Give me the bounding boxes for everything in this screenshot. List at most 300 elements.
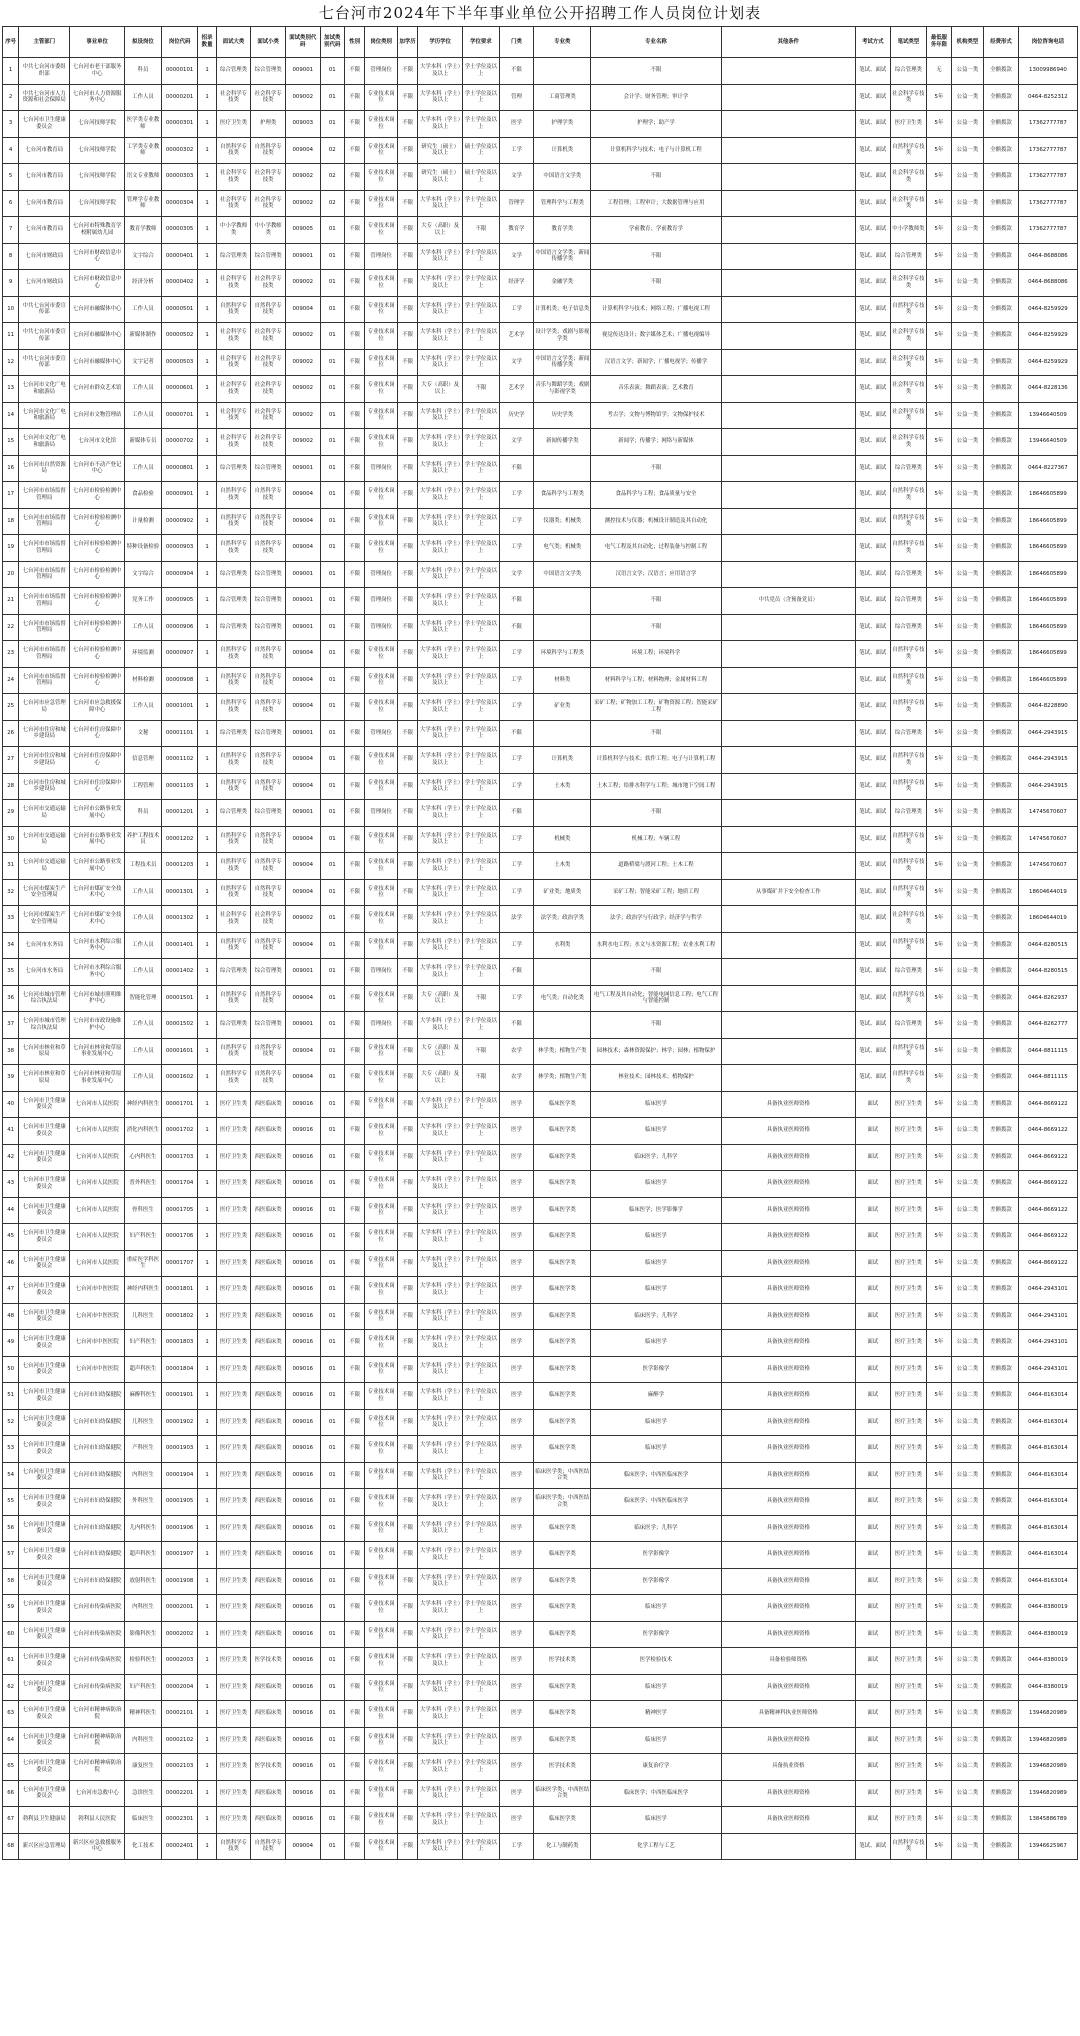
table-cell: 七台河市融媒体中心 [70, 296, 125, 323]
table-cell: 社会科学专技类 [890, 270, 927, 297]
table-cell: 28 [3, 773, 19, 800]
table-cell: 具备执业医师资格 [721, 1356, 855, 1383]
table-cell: 专业技术岗位 [365, 1833, 398, 1860]
table-cell: 大学本科（学士）及以上 [418, 800, 463, 827]
table-cell: 自然科学专技类 [216, 932, 251, 959]
table-cell: 笔试、面试 [855, 773, 890, 800]
table-cell: 医学 [499, 1807, 534, 1834]
table-cell: 01 [320, 1038, 344, 1065]
table-cell: 公益二类 [951, 1515, 984, 1542]
table-cell: 19 [3, 535, 19, 562]
table-cell: 全额拨款 [984, 217, 1019, 244]
table-cell: 七台河市妇幼保健院 [70, 1409, 125, 1436]
table-cell: 009016 [285, 1171, 320, 1198]
table-cell: 笔试、面试 [855, 217, 890, 244]
table-row [3, 58, 1078, 85]
table-row [3, 1436, 1078, 1463]
table-cell: 工学类专业教师 [125, 137, 162, 164]
table-cell: 不限 [344, 1701, 364, 1728]
table-cell: 工学 [499, 747, 534, 774]
table-cell: 25 [3, 694, 19, 721]
table-cell: 5年 [927, 747, 951, 774]
table-cell: 七台河市市场监督管理局 [19, 588, 70, 615]
table-cell: 1 [198, 694, 216, 721]
table-cell: 不限 [344, 720, 364, 747]
table-cell: 金融学类 [534, 270, 591, 297]
table-cell: 不限 [397, 1807, 417, 1834]
table-cell: 自然科学专技类 [216, 1065, 251, 1092]
table-cell: 5年 [927, 879, 951, 906]
table-cell: 自然科学专技类 [251, 137, 286, 164]
table-cell: 13946820989 [1018, 1701, 1077, 1728]
table-cell: 专业技术岗位 [365, 1462, 398, 1489]
document-title: 七台河市2024年下半年事业单位公开招聘工作人员岗位计划表 [318, 4, 762, 22]
table-cell: 医学影像学 [591, 1356, 721, 1383]
table-cell: 39 [3, 1065, 19, 1092]
table-cell: 不限 [591, 588, 721, 615]
table-cell: 01 [320, 1462, 344, 1489]
column-header: 拟设岗位 [125, 27, 162, 58]
table-cell: 不限 [344, 84, 364, 111]
table-cell: 不限 [344, 561, 364, 588]
table-cell: 差额拨款 [984, 1409, 1019, 1436]
table-cell: 全额拨款 [984, 561, 1019, 588]
table-cell: 儿科医生 [125, 1303, 162, 1330]
table-cell: 社会科学专技类 [216, 429, 251, 456]
table-cell: 自然科学专技类 [251, 1833, 286, 1860]
table-cell: 医疗卫生类 [890, 1330, 927, 1357]
table-cell: 笔试、面试 [855, 906, 890, 933]
table-cell: 009002 [285, 376, 320, 403]
table-cell: 专业技术岗位 [365, 667, 398, 694]
table-cell: 七台河市传染病医院 [70, 1674, 125, 1701]
table-cell: 专业技术岗位 [365, 853, 398, 880]
table-cell: 七台河市自然资源局 [19, 455, 70, 482]
table-cell: 不限 [344, 588, 364, 615]
table-cell: 17362777787 [1018, 164, 1077, 191]
table-cell: 009004 [285, 641, 320, 668]
table-cell: 综合管理类 [216, 455, 251, 482]
table-cell: 1 [198, 323, 216, 350]
table-cell: 医学 [499, 1197, 534, 1224]
table-cell: 公益二类 [951, 1701, 984, 1728]
table-cell: 公益一类 [951, 614, 984, 641]
table-cell: 医学类专业教师 [125, 111, 162, 138]
table-body [3, 58, 1078, 1860]
table-cell: 大学本科（学士）及以上 [418, 1012, 463, 1039]
table-cell: 00000907 [161, 641, 198, 668]
table-cell: 大学本科（学士）及以上 [418, 111, 463, 138]
table-cell: 1 [198, 588, 216, 615]
table-cell: 差额拨款 [984, 1118, 1019, 1145]
table-cell: 七台河市住房和城乡建设局 [19, 747, 70, 774]
column-header: 面试小类 [251, 27, 286, 58]
table-cell: 0464-8669122 [1018, 1171, 1077, 1198]
table-cell: 管理岗位 [365, 1012, 398, 1039]
table-cell: 七台河市城市照明维护中心 [70, 985, 125, 1012]
table-cell: 七台河市卫生健康委员会 [19, 1383, 70, 1410]
table-cell: 全额拨款 [984, 800, 1019, 827]
table-cell: 大专（高职）及以上 [418, 217, 463, 244]
table-cell: 不限 [344, 1807, 364, 1834]
table-cell: 专业技术岗位 [365, 137, 398, 164]
table-cell: 54 [3, 1462, 19, 1489]
table-cell: 专业技术岗位 [365, 641, 398, 668]
table-cell: 电气工程及其自动化；过程装备与控制工程 [591, 535, 721, 562]
table-cell: 临床医学 [591, 1091, 721, 1118]
table-cell: 医疗卫生类 [216, 1197, 251, 1224]
table-cell: 七台河市公路事业发展中心 [70, 826, 125, 853]
table-cell: 差额拨款 [984, 1330, 1019, 1357]
table-cell: 009016 [285, 1250, 320, 1277]
table-cell: 医疗卫生类 [890, 1171, 927, 1198]
table-cell: 专业技术岗位 [365, 773, 398, 800]
table-cell: 差额拨款 [984, 1489, 1019, 1516]
table-cell: 00001502 [161, 1012, 198, 1039]
table-cell: 0464-8380019 [1018, 1595, 1077, 1622]
table-cell: 01 [320, 667, 344, 694]
table-cell: 1 [198, 1568, 216, 1595]
table-cell: 全额拨款 [984, 694, 1019, 721]
table-cell: 从事煤矿井下安全检查工作 [721, 879, 855, 906]
table-cell: 00001905 [161, 1489, 198, 1516]
table-cell: 专业技术岗位 [365, 217, 398, 244]
table-cell: 七台河市市场监督管理局 [19, 641, 70, 668]
table-cell: 40 [3, 1091, 19, 1118]
table-cell: 全额拨款 [984, 323, 1019, 350]
table-cell: 社会科学专技类 [890, 906, 927, 933]
table-cell: 45 [3, 1224, 19, 1251]
column-header: 面试大类 [216, 27, 251, 58]
table-cell: 5年 [927, 1568, 951, 1595]
table-cell: 综合管理类 [890, 243, 927, 270]
table-cell: 计算机科学与技术；网络工程；广播电视工程 [591, 296, 721, 323]
column-header: 主管部门 [19, 27, 70, 58]
table-cell: 七台河市中医医院 [70, 1303, 125, 1330]
table-cell: 电气类；机械类 [534, 535, 591, 562]
table-cell: 5年 [927, 800, 951, 827]
table-cell: 不限 [344, 1303, 364, 1330]
table-cell: 33 [3, 906, 19, 933]
table-cell: 学士学位及以上 [463, 1754, 500, 1781]
table-cell: 0464-8669122 [1018, 1224, 1077, 1251]
table-cell: 自然科学专技类 [890, 482, 927, 509]
table-cell: 01 [320, 1356, 344, 1383]
table-row [3, 1568, 1078, 1595]
table-cell: 自然科学专技类 [216, 667, 251, 694]
table-cell: 笔试、面试 [855, 641, 890, 668]
table-cell: 大学本科（学士）及以上 [418, 1621, 463, 1648]
table-row [3, 1807, 1078, 1834]
table-cell: 不限 [397, 402, 417, 429]
table-cell: 医学 [499, 1144, 534, 1171]
table-cell: 不限 [397, 1224, 417, 1251]
table-row [3, 588, 1078, 615]
table-cell: 面试 [855, 1727, 890, 1754]
table-cell: 七台河市检验检测中心 [70, 614, 125, 641]
table-cell: 医疗卫生类 [890, 1621, 927, 1648]
table-cell: 临床医学类 [534, 1091, 591, 1118]
table-cell: 不限 [344, 800, 364, 827]
table-cell: 009016 [285, 1277, 320, 1304]
table-cell: 5年 [927, 1197, 951, 1224]
table-cell: 面试 [855, 1621, 890, 1648]
table-cell: 1 [198, 1754, 216, 1781]
table-cell: 01 [320, 58, 344, 85]
table-cell: 0464-2943101 [1018, 1303, 1077, 1330]
table-cell: 00001801 [161, 1277, 198, 1304]
table-cell [721, 694, 855, 721]
table-cell: 学士学位及以上 [463, 296, 500, 323]
table-cell: 差额拨款 [984, 1595, 1019, 1622]
table-cell: 专业技术岗位 [365, 1330, 398, 1357]
table-cell: 工学 [499, 694, 534, 721]
table-cell: 自然科学专技类 [251, 667, 286, 694]
table-row [3, 349, 1078, 376]
table-cell: 01 [320, 1568, 344, 1595]
table-cell: 医学 [499, 1409, 534, 1436]
table-cell: 不限 [397, 588, 417, 615]
table-cell: 009016 [285, 1091, 320, 1118]
table-cell: 01 [320, 1489, 344, 1516]
table-cell: 0464-8262777 [1018, 1012, 1077, 1039]
table-cell: 不限 [397, 985, 417, 1012]
table-cell: 七台河市人民医院 [70, 1224, 125, 1251]
table-cell: 22 [3, 614, 19, 641]
table-cell: 01 [320, 508, 344, 535]
table-cell: 8 [3, 243, 19, 270]
table-cell: 新兴区应急管理局 [19, 1833, 70, 1860]
table-cell: 西医临床类 [251, 1144, 286, 1171]
table-cell: 社会科学专技类 [216, 402, 251, 429]
table-cell: 专业技术岗位 [365, 270, 398, 297]
table-cell: 专业技术岗位 [365, 1648, 398, 1675]
table-cell: 西医临床类 [251, 1171, 286, 1198]
table-cell: 大学本科（学士）及以上 [418, 1171, 463, 1198]
table-cell: 全额拨款 [984, 243, 1019, 270]
table-cell: 专业技术岗位 [365, 1409, 398, 1436]
table-cell: 1 [198, 641, 216, 668]
table-cell: 5年 [927, 164, 951, 191]
table-cell: 1 [198, 800, 216, 827]
table-cell: 社会科学专技类 [216, 270, 251, 297]
column-header: 岗位代码 [161, 27, 198, 58]
table-cell: 不限 [397, 455, 417, 482]
table-cell: 社会科学专技类 [890, 164, 927, 191]
table-cell: 不限 [344, 1542, 364, 1569]
table-cell: 0464-8669122 [1018, 1144, 1077, 1171]
table-cell: 七台河市检验检测中心 [70, 588, 125, 615]
table-cell: 大学本科（学士）及以上 [418, 1383, 463, 1410]
table-cell: 自然科学专技类 [251, 508, 286, 535]
table-cell: 全额拨款 [984, 747, 1019, 774]
column-header: 面试类别代码 [285, 27, 320, 58]
table-cell: 00000305 [161, 217, 198, 244]
table-cell: 七台河市文化广电和旅游局 [19, 376, 70, 403]
table-cell: 文秘 [125, 720, 162, 747]
table-row [3, 1462, 1078, 1489]
table-cell: 全额拨款 [984, 137, 1019, 164]
table-cell: 公益一类 [951, 1038, 984, 1065]
table-cell: 具备精神科执业医师资格 [721, 1701, 855, 1728]
table-cell: 专业技术岗位 [365, 1303, 398, 1330]
table-cell: 专业技术岗位 [365, 1436, 398, 1463]
table-cell: 临床医学；中西医临床医学 [591, 1780, 721, 1807]
table-cell: 七台河市交通运输局 [19, 853, 70, 880]
table-cell: 5年 [927, 323, 951, 350]
table-cell: 七台河市卫生健康委员会 [19, 1303, 70, 1330]
table-cell: 大学本科（学士）及以上 [418, 323, 463, 350]
table-cell: 55 [3, 1489, 19, 1516]
table-cell: 全额拨款 [984, 720, 1019, 747]
table-cell: 01 [320, 1383, 344, 1410]
table-cell: 勃利县卫生健康局 [19, 1807, 70, 1834]
table-cell: 00000906 [161, 614, 198, 641]
table-cell: 不限 [397, 959, 417, 986]
table-cell: 大学本科（学士）及以上 [418, 1356, 463, 1383]
table-cell: 17362777787 [1018, 137, 1077, 164]
table-cell: 具备执业医师资格 [721, 1462, 855, 1489]
table-cell: 不限 [344, 1277, 364, 1304]
table-cell: 七台河市卫生健康委员会 [19, 111, 70, 138]
table-cell: 医疗卫生类 [216, 1621, 251, 1648]
table-cell: 01 [320, 959, 344, 986]
table-cell: 西医临床类 [251, 1330, 286, 1357]
table-cell: 不限 [499, 588, 534, 615]
table-cell: 01 [320, 561, 344, 588]
table-cell: 1 [198, 1436, 216, 1463]
table-cell: 02 [320, 164, 344, 191]
table-cell: 儿科医生 [125, 1409, 162, 1436]
table-cell: 009016 [285, 1727, 320, 1754]
table-cell: 0464-2943915 [1018, 747, 1077, 774]
table-cell: 专业技术岗位 [365, 1807, 398, 1834]
table-cell: 七台河市卫生健康委员会 [19, 1648, 70, 1675]
table-cell: 01 [320, 588, 344, 615]
table-cell: 009016 [285, 1489, 320, 1516]
table-cell [721, 535, 855, 562]
column-header: 考试方式 [855, 27, 890, 58]
table-cell: 00000401 [161, 243, 198, 270]
table-cell: 医疗卫生类 [216, 1780, 251, 1807]
table-cell: 009001 [285, 959, 320, 986]
table-cell: 具备执业资格 [721, 1754, 855, 1781]
table-cell: 不限 [397, 773, 417, 800]
table-cell: 大学本科（学士）及以上 [418, 1489, 463, 1516]
table-cell: 七台河市林业和草原局 [19, 1038, 70, 1065]
table-cell: 医疗卫生类 [890, 1409, 927, 1436]
table-cell: 具备执业医师资格 [721, 1118, 855, 1145]
table-cell: 009001 [285, 1012, 320, 1039]
table-cell: 社会科学专技类 [216, 164, 251, 191]
table-cell: 七台河市卫生健康委员会 [19, 1621, 70, 1648]
table-cell: 差额拨款 [984, 1674, 1019, 1701]
table-cell: 计算机科学与技术；软件工程；电子与计算机工程 [591, 747, 721, 774]
table-cell: 5年 [927, 1621, 951, 1648]
table-cell: 01 [320, 1515, 344, 1542]
table-cell: 笔试、面试 [855, 349, 890, 376]
table-cell: 不限 [344, 137, 364, 164]
table-cell: 工学 [499, 773, 534, 800]
table-cell: 5年 [927, 694, 951, 721]
table-cell: 01 [320, 84, 344, 111]
table-cell: 综合管理类 [251, 561, 286, 588]
table-cell: 土木类 [534, 853, 591, 880]
table-cell: 公益二类 [951, 1807, 984, 1834]
table-cell: 不限 [397, 137, 417, 164]
table-cell: 社会科学专技类 [890, 429, 927, 456]
table-cell: 不限 [344, 1118, 364, 1145]
table-cell: 68 [3, 1833, 19, 1860]
table-cell: 00000302 [161, 137, 198, 164]
table-cell: 大学本科（学士）及以上 [418, 906, 463, 933]
table-cell: 不限 [397, 800, 417, 827]
table-cell: 26 [3, 720, 19, 747]
table-cell [721, 508, 855, 535]
table-cell: 大学本科（学士）及以上 [418, 932, 463, 959]
table-cell: 58 [3, 1568, 19, 1595]
table-cell: 大学本科（学士）及以上 [418, 1701, 463, 1728]
table-cell: 公益一类 [951, 906, 984, 933]
table-cell: 医学 [499, 1383, 534, 1410]
table-cell: 专业技术岗位 [365, 1595, 398, 1622]
table-cell: 009016 [285, 1356, 320, 1383]
table-cell: 计算机类 [534, 747, 591, 774]
table-cell: 不限 [397, 217, 417, 244]
table-cell: 不限 [591, 1012, 721, 1039]
table-cell [721, 429, 855, 456]
table-cell: 医学 [499, 1568, 534, 1595]
table-cell: 医疗卫生类 [890, 1277, 927, 1304]
table-cell: 13009986940 [1018, 58, 1077, 85]
table-cell: 大学本科（学士）及以上 [418, 1091, 463, 1118]
table-cell: 学士学位及以上 [463, 1277, 500, 1304]
table-cell: 009001 [285, 588, 320, 615]
table-cell [721, 402, 855, 429]
table-cell: 1 [198, 270, 216, 297]
table-cell: 不限 [344, 1012, 364, 1039]
table-cell: 01 [320, 694, 344, 721]
table-cell: 全额拨款 [984, 906, 1019, 933]
table-cell: 专业技术岗位 [365, 1727, 398, 1754]
table-row [3, 1409, 1078, 1436]
table-cell: 009016 [285, 1621, 320, 1648]
table-cell: 0464-8228890 [1018, 694, 1077, 721]
table-cell: 学士学位及以上 [463, 588, 500, 615]
table-cell: 精神医学 [591, 1701, 721, 1728]
table-cell: 01 [320, 323, 344, 350]
table-cell: 00001902 [161, 1409, 198, 1436]
table-cell: 公益一类 [951, 1065, 984, 1092]
table-cell: 不限 [499, 455, 534, 482]
table-cell: 01 [320, 1727, 344, 1754]
table-cell: 不限 [591, 614, 721, 641]
table-cell: 社会科学专技类 [890, 402, 927, 429]
table-cell: 自然科学专技类 [890, 985, 927, 1012]
table-cell: 公益二类 [951, 1436, 984, 1463]
table-cell: 5年 [927, 932, 951, 959]
table-cell: 00000503 [161, 349, 198, 376]
table-cell: 面试 [855, 1674, 890, 1701]
table-cell: 公益一类 [951, 1833, 984, 1860]
table-cell: 不限 [591, 455, 721, 482]
table-cell: 学士学位及以上 [463, 747, 500, 774]
table-cell: 西医临床类 [251, 1489, 286, 1516]
table-cell: 面试 [855, 1224, 890, 1251]
table-row [3, 1780, 1078, 1807]
table-cell: 1 [198, 1038, 216, 1065]
table-cell: 医疗卫生类 [216, 1383, 251, 1410]
